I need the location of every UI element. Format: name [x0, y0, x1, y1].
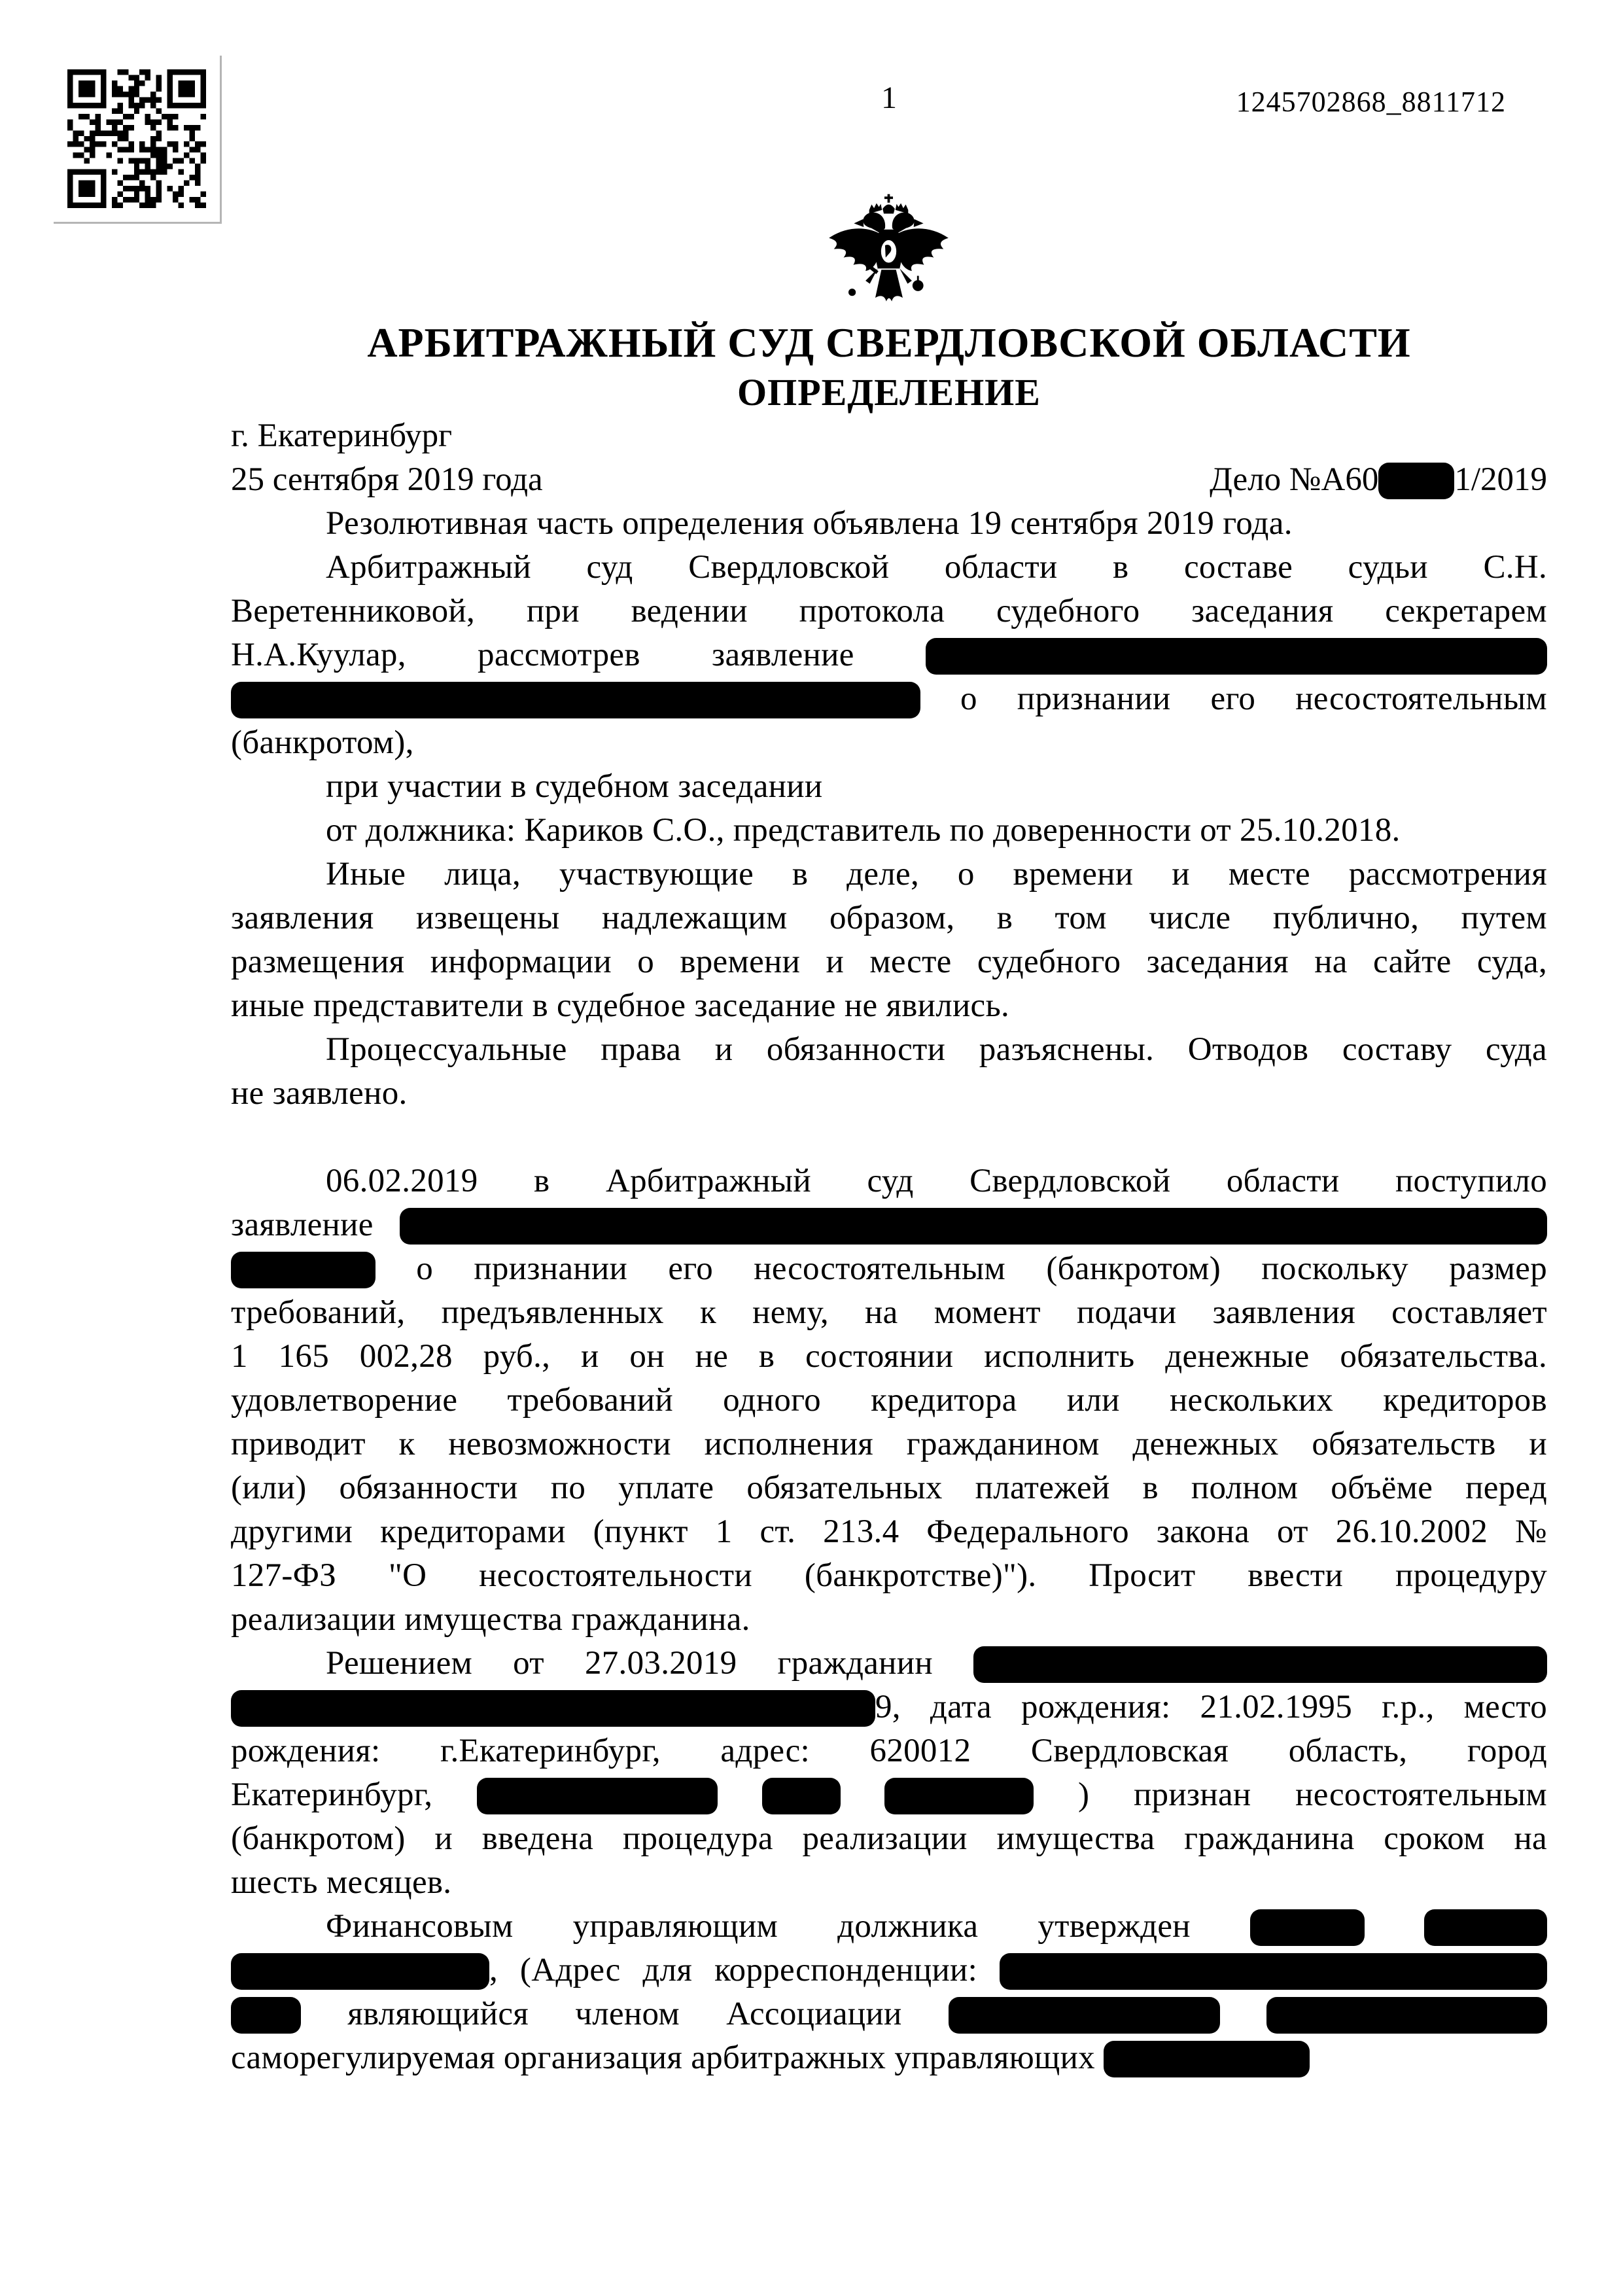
- text-line: 06.02.2019 в Арбитражный суд Свердловской области поступило: [326, 1163, 1547, 1199]
- blank-line: [231, 1116, 1547, 1159]
- text-line: Иные лица, участвующие в деле, о времени и месте рассмотрения: [326, 856, 1547, 892]
- text-line: Веретенниковой, при ведении протокола судебного заседания секретарем: [231, 593, 1547, 629]
- text-line: заявления извещены надлежащим образом, в том числе публично, путем: [231, 900, 1547, 936]
- redaction-bar: [400, 1208, 1547, 1245]
- russian-coat-of-arms-icon: [822, 188, 956, 319]
- redaction-bar: [231, 1690, 875, 1727]
- text-line: Н.А.Куулар, рассмотрев заявление: [231, 633, 1547, 677]
- redaction-bar: [231, 1252, 375, 1288]
- redaction-bar: [884, 1778, 1034, 1814]
- redaction-bar: [1104, 2041, 1310, 2077]
- redaction-bar: [1424, 1909, 1547, 1946]
- redaction-bar: [1378, 463, 1454, 499]
- document-body: [231, 502, 1547, 2080]
- text-line: 9, дата рождения: 21.02.1995 г.р., место: [231, 1686, 1547, 1729]
- redaction-bar: [762, 1778, 841, 1814]
- city-line: г. Екатеринбург: [231, 417, 453, 454]
- text-line: требований, предъявленных к нему, на момент подачи заявления составляет: [231, 1294, 1547, 1331]
- text-line: удовлетворение требований одного кредитора или нескольких кредиторов: [231, 1382, 1547, 1419]
- redaction-bar: [973, 1646, 1547, 1683]
- text-line: Резолютивная часть определения объявлена 19 сентября 2019 года.: [326, 505, 1293, 542]
- court-name-title: АРБИТРАЖНЫЙ СУД СВЕРДЛОВСКОЙ ОБЛАСТИ: [367, 319, 1411, 366]
- redaction-bar: [231, 1953, 489, 1990]
- text-line: (или) обязанности по уплате обязательных платежей в полном объёме перед: [231, 1470, 1547, 1506]
- text-line: не заявлено.: [231, 1075, 408, 1112]
- text-line: 127-ФЗ "О несостоятельности (банкротстве)"). Просит ввести процедуру: [231, 1557, 1547, 1594]
- text-line: при участии в судебном заседании: [326, 768, 823, 805]
- text-line: саморегулируемая организация арбитражных управляющих: [231, 2036, 1547, 2080]
- case-number: Дело №А60 1/2019: [1210, 461, 1547, 498]
- document-id: 1245702868_8811712: [1236, 86, 1506, 118]
- decision-date: 25 сентября 2019 года: [231, 461, 543, 498]
- redaction-bar: [1266, 1997, 1547, 2034]
- page-number: 1: [881, 80, 897, 115]
- text-line: Екатеринбург, ) признан несостоятельным: [231, 1776, 1547, 1813]
- text-line: рождения: г.Екатеринбург, адрес: 620012 Свердловская область, город: [231, 1733, 1547, 1769]
- text-line: 1 165 002,28 руб., и он не в состоянии исполнить денежные обязательства.: [231, 1338, 1547, 1375]
- text-line: Финансовым управляющим должника утвержден: [231, 1905, 1547, 1949]
- text-line: приводит к невозможности исполнения гражданином денежных обязательств и: [231, 1426, 1547, 1462]
- text-line: (банкротом),: [231, 724, 414, 761]
- date-case-row: [231, 458, 1547, 502]
- text-line: , (Адрес для корреспонденции:: [231, 1949, 1547, 1992]
- text-line: шесть месяцев.: [231, 1864, 452, 1901]
- redaction-bar: [231, 1997, 301, 2034]
- text-line: Арбитражный суд Свердловской области в составе судьи С.Н.: [326, 549, 1547, 586]
- text-line: о признании его несостоятельным: [231, 677, 1547, 721]
- text-line: размещения информации о времени и месте судебного заседания на сайте суда,: [231, 944, 1547, 980]
- qr-code: [54, 56, 222, 224]
- redaction-bar: [231, 682, 920, 718]
- text-line: Процессуальные права и обязанности разъяснены. Отводов составу суда: [326, 1031, 1547, 1068]
- text-line: (банкротом) и введена процедура реализации имущества гражданина сроком на: [231, 1820, 1547, 1857]
- redaction-bar: [1000, 1953, 1547, 1990]
- text-line: заявление: [231, 1203, 1547, 1247]
- redaction-bar: [477, 1778, 718, 1814]
- text-line: о признании его несостоятельным (банкротом) поскольку размер: [231, 1247, 1547, 1291]
- redaction-bar: [926, 638, 1547, 675]
- text-line: реализации имущества гражданина.: [231, 1601, 750, 1638]
- text-line: другими кредиторами (пункт 1 ст. 213.4 Федерального закона от 26.10.2002 №: [231, 1513, 1547, 1550]
- document-type-title: ОПРЕДЕЛЕНИЕ: [737, 371, 1041, 414]
- document-title-block: [231, 317, 1547, 416]
- text-line: Решением от 27.03.2019 гражданин: [231, 1642, 1547, 1686]
- redaction-bar: [1250, 1909, 1365, 1946]
- text-line: являющийся членом Ассоциации: [231, 1992, 1547, 2036]
- qr-code-pattern: [67, 69, 206, 208]
- redaction-bar: [949, 1997, 1220, 2034]
- text-line: иные представители в судебное заседание не явились.: [231, 987, 1010, 1024]
- text-line: от должника: Кариков С.О., представитель по доверенности от 25.10.2018.: [326, 812, 1401, 849]
